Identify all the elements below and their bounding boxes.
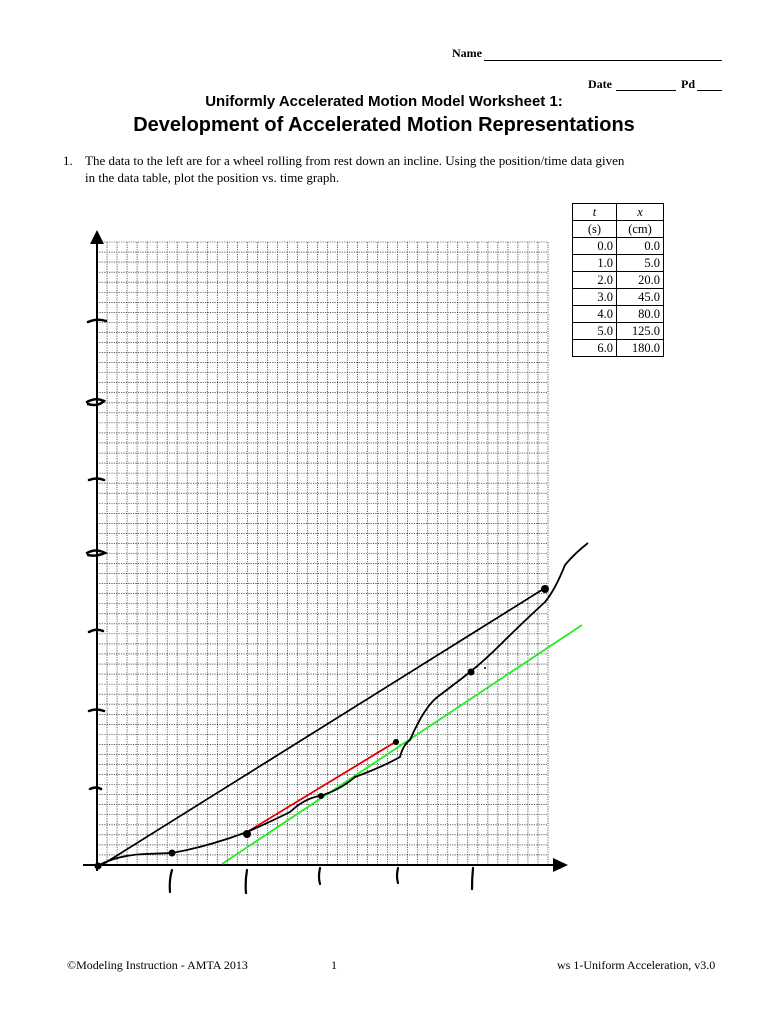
cell-x: 20.0 — [617, 272, 664, 289]
cell-x: 80.0 — [617, 306, 664, 323]
footer-page-number: 1 — [331, 958, 337, 972]
cell-x: 125.0 — [617, 323, 664, 340]
stray-mark — [484, 667, 486, 669]
cell-t: 6.0 — [573, 340, 617, 357]
unit-t: (s) — [573, 221, 617, 238]
unit-x: (cm) — [617, 221, 664, 238]
question-number: 1. — [63, 153, 73, 168]
x-axis-arrow-icon — [553, 858, 568, 872]
cell-t: 4.0 — [573, 306, 617, 323]
worksheet-subtitle: Development of Accelerated Motion Representations — [133, 114, 635, 136]
red-tangent-line — [247, 741, 397, 832]
data-point — [468, 669, 475, 676]
question-text-line2: in the data table, plot the position vs. time graph. — [85, 170, 340, 185]
footer-version: ws 1-Uniform Acceleration, v3.0 — [557, 958, 716, 972]
date-label: Date — [588, 77, 612, 91]
data-point — [95, 863, 102, 870]
cell-t: 5.0 — [573, 323, 617, 340]
data-point — [169, 850, 176, 857]
question-text-line1: The data to the left are for a wheel rolling from rest down an incline. Using the position/time data given — [85, 153, 625, 168]
data-point — [393, 739, 399, 745]
cell-x: 0.0 — [617, 238, 664, 255]
header-t: t — [573, 204, 617, 221]
cell-x: 5.0 — [617, 255, 664, 272]
cell-t: 2.0 — [573, 272, 617, 289]
pd-label: Pd — [681, 77, 696, 91]
cell-x: 45.0 — [617, 289, 664, 306]
footer-copyright: ©Modeling Instruction - AMTA 2013 — [67, 958, 248, 972]
data-point — [243, 830, 251, 838]
worksheet-title: Uniformly Accelerated Motion Model Worksheet 1: — [205, 93, 563, 110]
cell-x: 180.0 — [617, 340, 664, 357]
cell-t: 3.0 — [573, 289, 617, 306]
header-x: x — [617, 204, 664, 221]
cell-t: 0.0 — [573, 238, 617, 255]
handwritten-x-ticks — [170, 868, 473, 893]
y-axis-arrow-icon — [90, 230, 104, 244]
data-point — [318, 793, 324, 799]
cell-t: 1.0 — [573, 255, 617, 272]
data-point — [541, 585, 549, 593]
name-label: Name — [452, 46, 482, 60]
graph-grid — [97, 242, 548, 865]
